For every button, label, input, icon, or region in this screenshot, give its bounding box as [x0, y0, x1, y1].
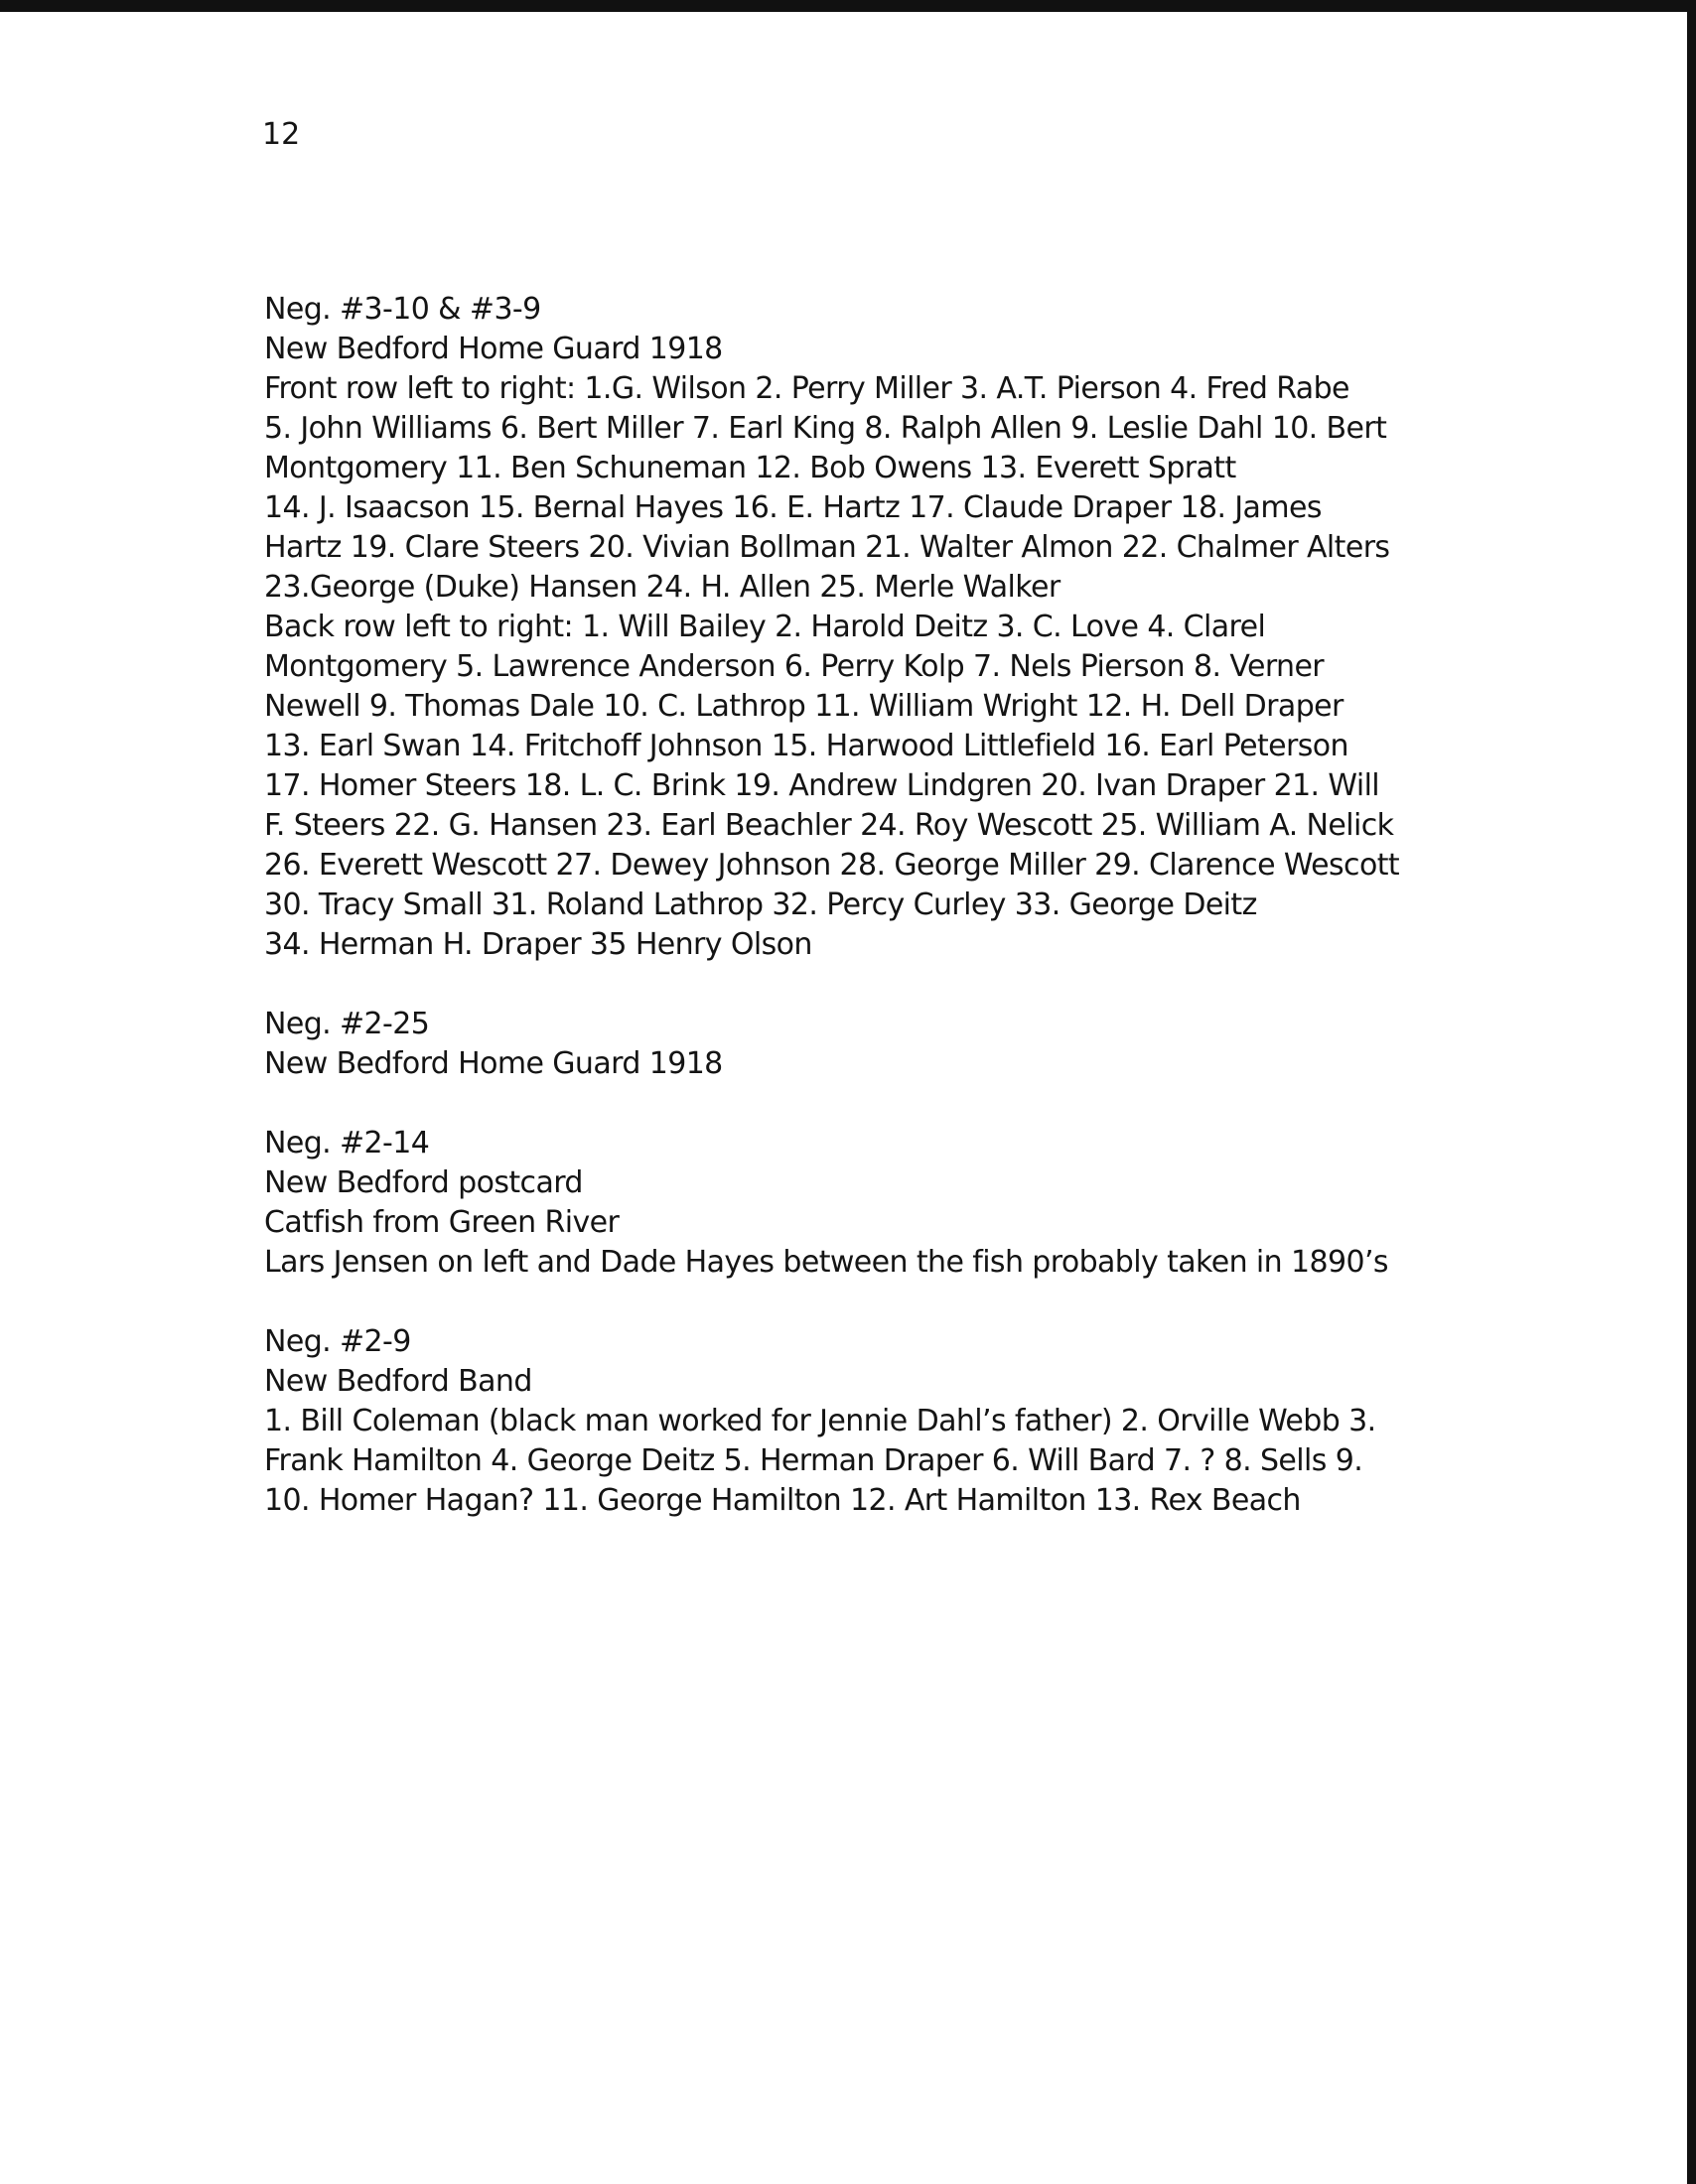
entry-text-line: 5. John Williams 6. Bert Miller 7. Earl King 8. Ralph Allen 9. Leslie Dahl 10. Bert — [264, 411, 1387, 446]
entry-title: New Bedford Home Guard 1918 — [264, 1046, 723, 1081]
entry-text-line: F. Steers 22. G. Hansen 23. Earl Beachler 24. Roy Wescott 25. William A. Nelick — [264, 808, 1394, 843]
entry-text-line: 34. Herman H. Draper 35 Henry Olson — [264, 927, 812, 962]
page-number: 12 — [262, 117, 301, 152]
negative-entry — [264, 1322, 1456, 1521]
negative-number: Neg. #2-25 — [264, 1007, 430, 1041]
entry-text-line: Front row left to right: 1.G. Wilson 2. Perry Miller 3. A.T. Pierson 4. Fred Rabe — [264, 371, 1349, 406]
negative-number: Neg. #2-14 — [264, 1126, 430, 1160]
entry-title: New Bedford Band — [264, 1364, 532, 1399]
entry-text-line: Montgomery 11. Ben Schuneman 12. Bob Owens 13. Everett Spratt — [264, 451, 1236, 485]
entry-text-line: Lars Jensen on left and Dade Hayes between the fish probably taken in 1890’s — [264, 1245, 1388, 1280]
entry-text-line: 23.George (Duke) Hansen 24. H. Allen 25. Merle Walker — [264, 570, 1060, 605]
document-body — [264, 290, 1456, 1521]
entry-text-line: Back row left to right: 1. Will Bailey 2. Harold Deitz 3. C. Love 4. Clarel — [264, 610, 1266, 644]
entry-text-line: Hartz 19. Clare Steers 20. Vivian Bollman 21. Walter Almon 22. Chalmer Alters — [264, 530, 1390, 565]
entry-text-line: Frank Hamilton 4. George Deitz 5. Herman Draper 6. Will Bard 7. ? 8. Sells 9. — [264, 1443, 1363, 1478]
entry-text-line: Catfish from Green River — [264, 1205, 620, 1240]
entry-title: New Bedford postcard — [264, 1165, 583, 1200]
entry-text-line: 30. Tracy Small 31. Roland Lathrop 32. Percy Curley 33. George Deitz — [264, 887, 1257, 922]
entry-text-line: 17. Homer Steers 18. L. C. Brink 19. Andrew Lindgren 20. Ivan Draper 21. Will — [264, 768, 1380, 803]
entry-text-line: 10. Homer Hagan? 11. George Hamilton 12. Art Hamilton 13. Rex Beach — [264, 1483, 1301, 1518]
entry-text-line: 26. Everett Wescott 27. Dewey Johnson 28. George Miller 29. Clarence Wescott — [264, 848, 1400, 883]
entry-text-line: 1. Bill Coleman (black man worked for Jennie Dahl’s father) 2. Orville Webb 3. — [264, 1404, 1376, 1438]
negative-number: Neg. #2-9 — [264, 1324, 411, 1359]
entry-title: New Bedford Home Guard 1918 — [264, 332, 723, 366]
entry-text-line: Montgomery 5. Lawrence Anderson 6. Perry Kolp 7. Nels Pierson 8. Verner — [264, 649, 1325, 684]
scan-edge-right — [1687, 0, 1696, 2184]
negative-entry — [264, 290, 1456, 965]
entry-text-line: 14. J. Isaacson 15. Bernal Hayes 16. E. Hartz 17. Claude Draper 18. James — [264, 490, 1322, 525]
negative-number: Neg. #3-10 & #3-9 — [264, 292, 541, 327]
entry-text-line: 13. Earl Swan 14. Fritchoff Johnson 15. Harwood Littlefield 16. Earl Peterson — [264, 729, 1348, 763]
negative-entry — [264, 1005, 1456, 1084]
negative-entry — [264, 1124, 1456, 1283]
scan-edge-top — [0, 0, 1696, 12]
entry-text-line: Newell 9. Thomas Dale 10. C. Lathrop 11. William Wright 12. H. Dell Draper — [264, 689, 1343, 724]
